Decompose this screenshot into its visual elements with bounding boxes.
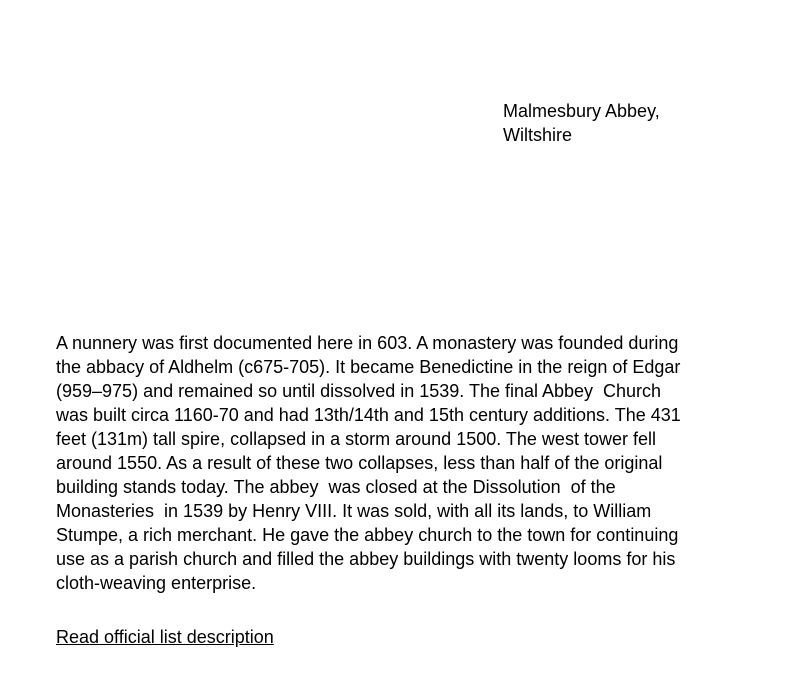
description-line: around 1550. As a result of these two collapses, less than half of the original bbox=[56, 453, 663, 473]
description-line: A nunnery was first documented here in 603. A monastery was founded during bbox=[56, 333, 679, 353]
description-line: use as a parish church and filled the abbey buildings with twenty looms for his bbox=[56, 549, 676, 569]
description-line: cloth-weaving enterprise. bbox=[56, 573, 257, 593]
description-line: (959–975) and remained so until dissolved in 1539. The final Abbey Church bbox=[56, 381, 662, 401]
description-line: building stands today. The abbey was closed at the Dissolution of the bbox=[56, 477, 616, 497]
description-line: feet (131m) tall spire, collapsed in a storm around 1500. The west tower fell bbox=[56, 429, 656, 449]
description-line: the abbacy of Aldhelm (c675-705). It became Benedictine in the reign of Edgar bbox=[56, 357, 681, 377]
official-list-description-link[interactable]: Read official list description bbox=[56, 627, 274, 647]
title-line-2: Wiltshire bbox=[503, 125, 573, 145]
title-line-1: Malmesbury Abbey, bbox=[503, 101, 660, 121]
description-line: was built circa 1160-70 and had 13th/14th and 15th century additions. The 431 bbox=[56, 405, 681, 425]
description-paragraph bbox=[56, 331, 756, 595]
description-line: Stumpe, a rich merchant. He gave the abbey church to the town for continuing bbox=[56, 525, 679, 545]
description-line: Monasteries in 1539 by Henry VIII. It was sold, with all its lands, to William bbox=[56, 501, 652, 521]
page-title bbox=[503, 99, 763, 147]
